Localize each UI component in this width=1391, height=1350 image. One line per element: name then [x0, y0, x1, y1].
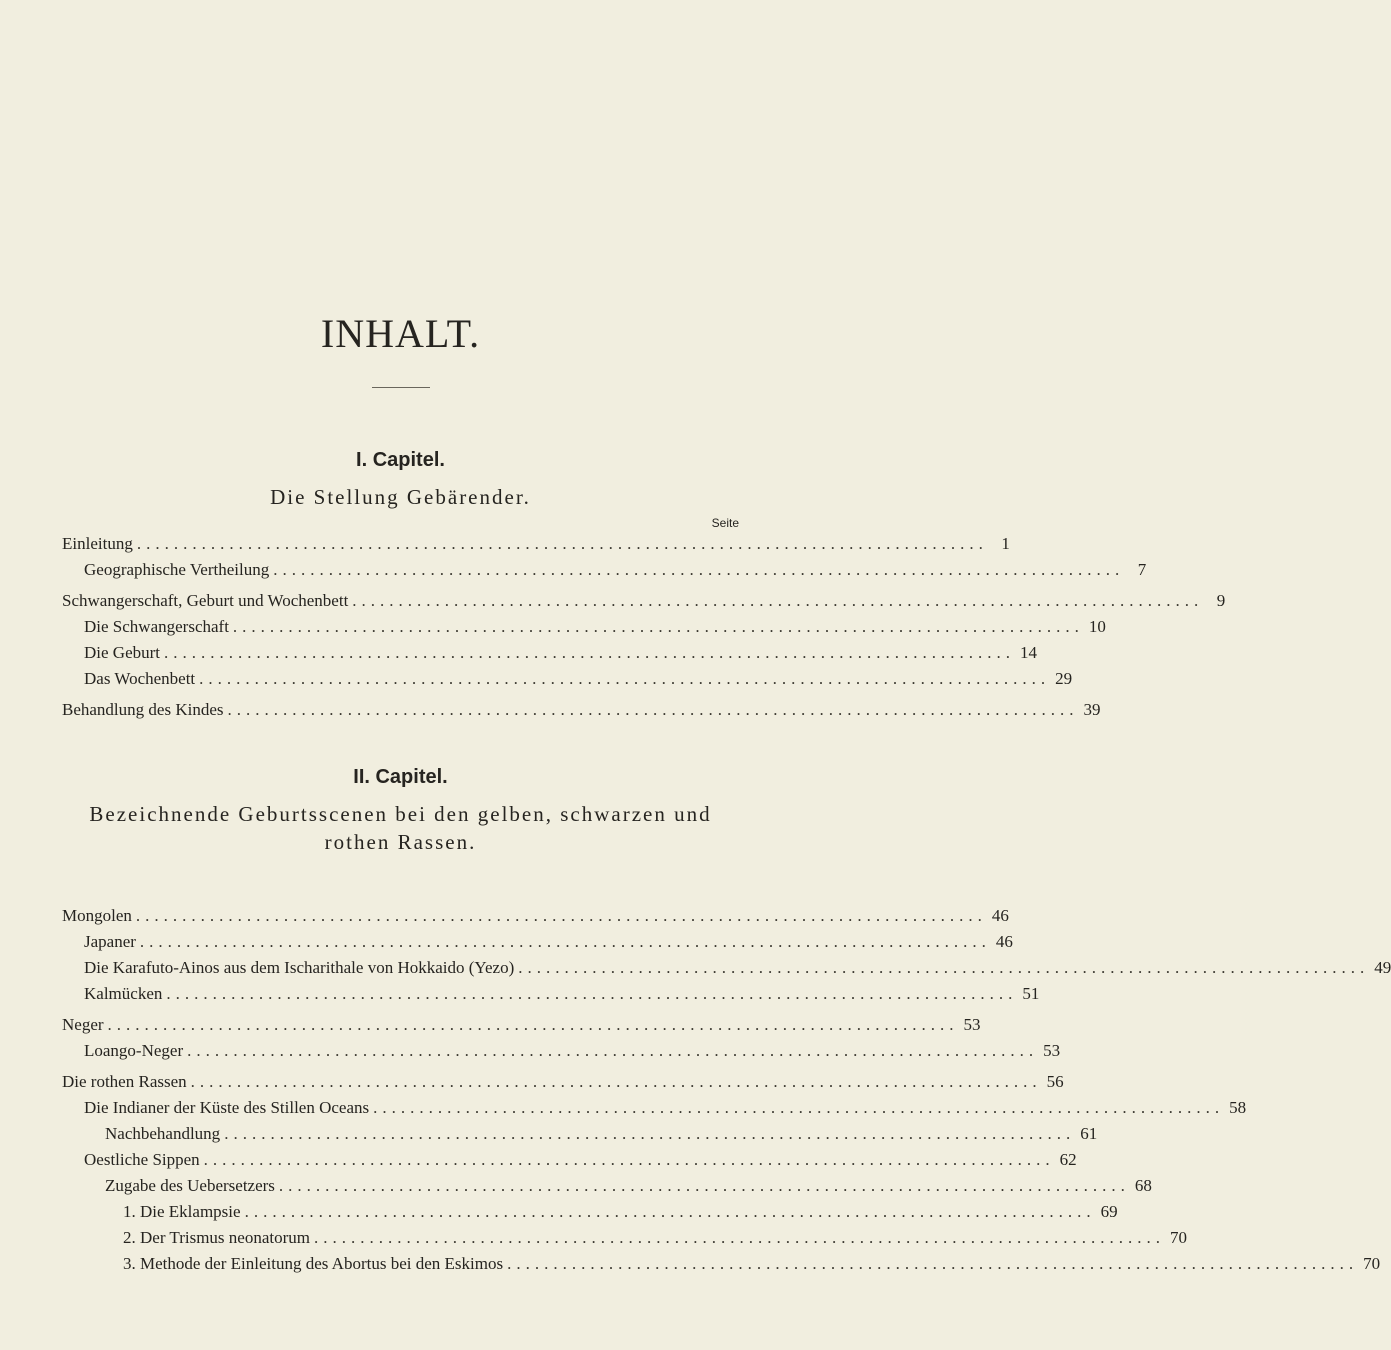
toc-entry-label: Das Wochenbett: [84, 669, 196, 688]
toc-entry-label: Kalmücken: [84, 984, 163, 1003]
toc-entry-page: 70: [1170, 1228, 1187, 1247]
toc-leader-dots: ............................................................................................: [507, 1254, 1359, 1273]
toc-entry[interactable]: [123, 1253, 1381, 1275]
seite-label: Seite: [711, 516, 739, 530]
toc-entry[interactable]: [84, 1149, 1077, 1171]
toc-entry-page: 58: [1229, 1098, 1247, 1117]
toc-leader-dots: ............................................................................................: [273, 560, 1125, 579]
toc-entry[interactable]: [123, 1227, 1187, 1249]
chapter-1-heading: I. Capitel.: [356, 449, 445, 471]
chapter-2-subtitle-line1: Bezeichnende Geburtsscenen bei den gelben, schwarzen und: [89, 802, 712, 826]
toc-entry-label: 2. Der Trismus neonatorum: [123, 1228, 310, 1247]
toc-leader-dots: ............................................................................................: [278, 1176, 1130, 1195]
chapter-2-subtitle-line2: rothen Rassen.: [324, 830, 477, 854]
toc-entry-page: 46: [995, 932, 1013, 951]
toc-entry[interactable]: [123, 1201, 1118, 1223]
toc-entry[interactable]: [62, 1071, 1064, 1093]
toc-entry-label: Mongolen: [62, 906, 132, 925]
toc-entry-label: Schwangerschaft, Geburt und Wochenbett: [62, 591, 349, 610]
toc-entry-page: 56: [1046, 1072, 1064, 1091]
toc-leader-dots: ............................................................................................: [166, 984, 1018, 1003]
toc-entry-label: Nachbehandlung: [105, 1124, 221, 1143]
toc-leader-dots: ............................................................................................: [352, 591, 1204, 610]
title-divider: [372, 387, 430, 388]
toc-entry[interactable]: [84, 1097, 1247, 1119]
toc-entry[interactable]: [84, 668, 1073, 690]
toc-leader-dots: ............................................................................................: [187, 1041, 1039, 1060]
toc-leader-dots: ............................................................................................: [227, 700, 1079, 719]
toc-entry-page: 51: [1022, 984, 1040, 1003]
toc-entry[interactable]: [84, 957, 1391, 979]
toc-entry-page: 7: [1137, 560, 1147, 579]
chapter-2-heading: II. Capitel.: [353, 766, 448, 788]
toc-leader-dots: ............................................................................................: [199, 669, 1051, 688]
toc-entry[interactable]: [84, 642, 1038, 664]
toc-entry-page: 61: [1080, 1124, 1098, 1143]
toc-entry-label: Die Indianer der Küste des Stillen Oceans: [84, 1098, 370, 1117]
toc-entry-page: 69: [1100, 1202, 1118, 1221]
toc-entry-label: Die Schwangerschaft: [84, 617, 229, 636]
toc-entry[interactable]: [62, 533, 1010, 555]
toc-entry[interactable]: [84, 1040, 1061, 1062]
toc-entry-page: 53: [1043, 1041, 1061, 1060]
toc-entry-label: Japaner: [84, 932, 136, 951]
toc-entry-page: 68: [1134, 1176, 1152, 1195]
toc-leader-dots: ............................................................................................: [232, 617, 1084, 636]
toc-entry-page: 9: [1216, 591, 1226, 610]
toc-entry[interactable]: [84, 931, 1013, 953]
toc-leader-dots: ............................................................................................: [164, 643, 1016, 662]
toc-entry-page: 1: [1001, 534, 1010, 553]
toc-entry[interactable]: [84, 616, 1106, 638]
toc-leader-dots: ............................................................................................: [224, 1124, 1076, 1143]
toc-entry-label: Die Karafuto-Ainos aus dem Ischarithale von Hokkaido (Yezo): [84, 958, 515, 977]
toc-entry-label: Behandlung des Kindes: [62, 700, 224, 719]
toc-entry-label: Einleitung: [62, 534, 133, 553]
toc-entry-page: 46: [991, 906, 1009, 925]
toc-entry[interactable]: [62, 1014, 981, 1036]
toc-entry-label: Zugabe des Uebersetzers: [105, 1176, 275, 1195]
toc-leader-dots: ............................................................................................: [190, 1072, 1042, 1091]
toc-entry-page: 14: [1020, 643, 1038, 662]
toc-leader-dots: ............................................................................................: [107, 1015, 959, 1034]
toc-entry[interactable]: [62, 905, 1009, 927]
toc-entry-page: 49: [1374, 958, 1391, 977]
toc-entry[interactable]: [62, 590, 1226, 612]
toc-entry-label: Die Geburt: [84, 643, 161, 662]
toc-leader-dots: ............................................................................................: [244, 1202, 1096, 1221]
toc-entry[interactable]: [84, 559, 1147, 581]
page-title: INHALT.: [320, 311, 481, 356]
toc-entry-page: 39: [1083, 700, 1101, 719]
toc-entry-page: 62: [1059, 1150, 1077, 1169]
toc-entry-label: Die rothen Rassen: [62, 1072, 187, 1091]
toc-leader-dots: ............................................................................................: [203, 1150, 1055, 1169]
toc-entry-page: 70: [1363, 1254, 1381, 1273]
toc-entry-page: 29: [1055, 669, 1073, 688]
toc-entry[interactable]: [84, 983, 1040, 1005]
toc-entry-label: 1. Die Eklampsie: [123, 1202, 241, 1221]
toc-leader-dots: ............................................................................................: [518, 958, 1370, 977]
toc-leader-dots: ............................................................................................: [314, 1228, 1165, 1247]
toc-entry-label: Loango-Neger: [84, 1041, 184, 1060]
toc-entry-page: 10: [1088, 617, 1106, 636]
toc-leader-dots: ............................................................................................: [136, 534, 988, 553]
toc-entry-label: 3. Methode der Einleitung des Abortus bei den Eskimos: [123, 1254, 504, 1273]
toc-entry[interactable]: [105, 1123, 1098, 1145]
toc-entry[interactable]: [105, 1175, 1152, 1197]
toc-entry[interactable]: [62, 699, 1101, 721]
toc-leader-dots: ............................................................................................: [135, 906, 987, 925]
toc-entry-page: 53: [963, 1015, 981, 1034]
toc-leader-dots: ............................................................................................: [373, 1098, 1225, 1117]
toc-leader-dots: ............................................................................................: [139, 932, 991, 951]
chapter-1-subtitle: Die Stellung Gebärender.: [270, 485, 531, 509]
toc-entry-label: Neger: [62, 1015, 104, 1034]
toc-entry-label: Oestliche Sippen: [84, 1150, 200, 1169]
toc-entry-label: Geographische Vertheilung: [84, 560, 270, 579]
